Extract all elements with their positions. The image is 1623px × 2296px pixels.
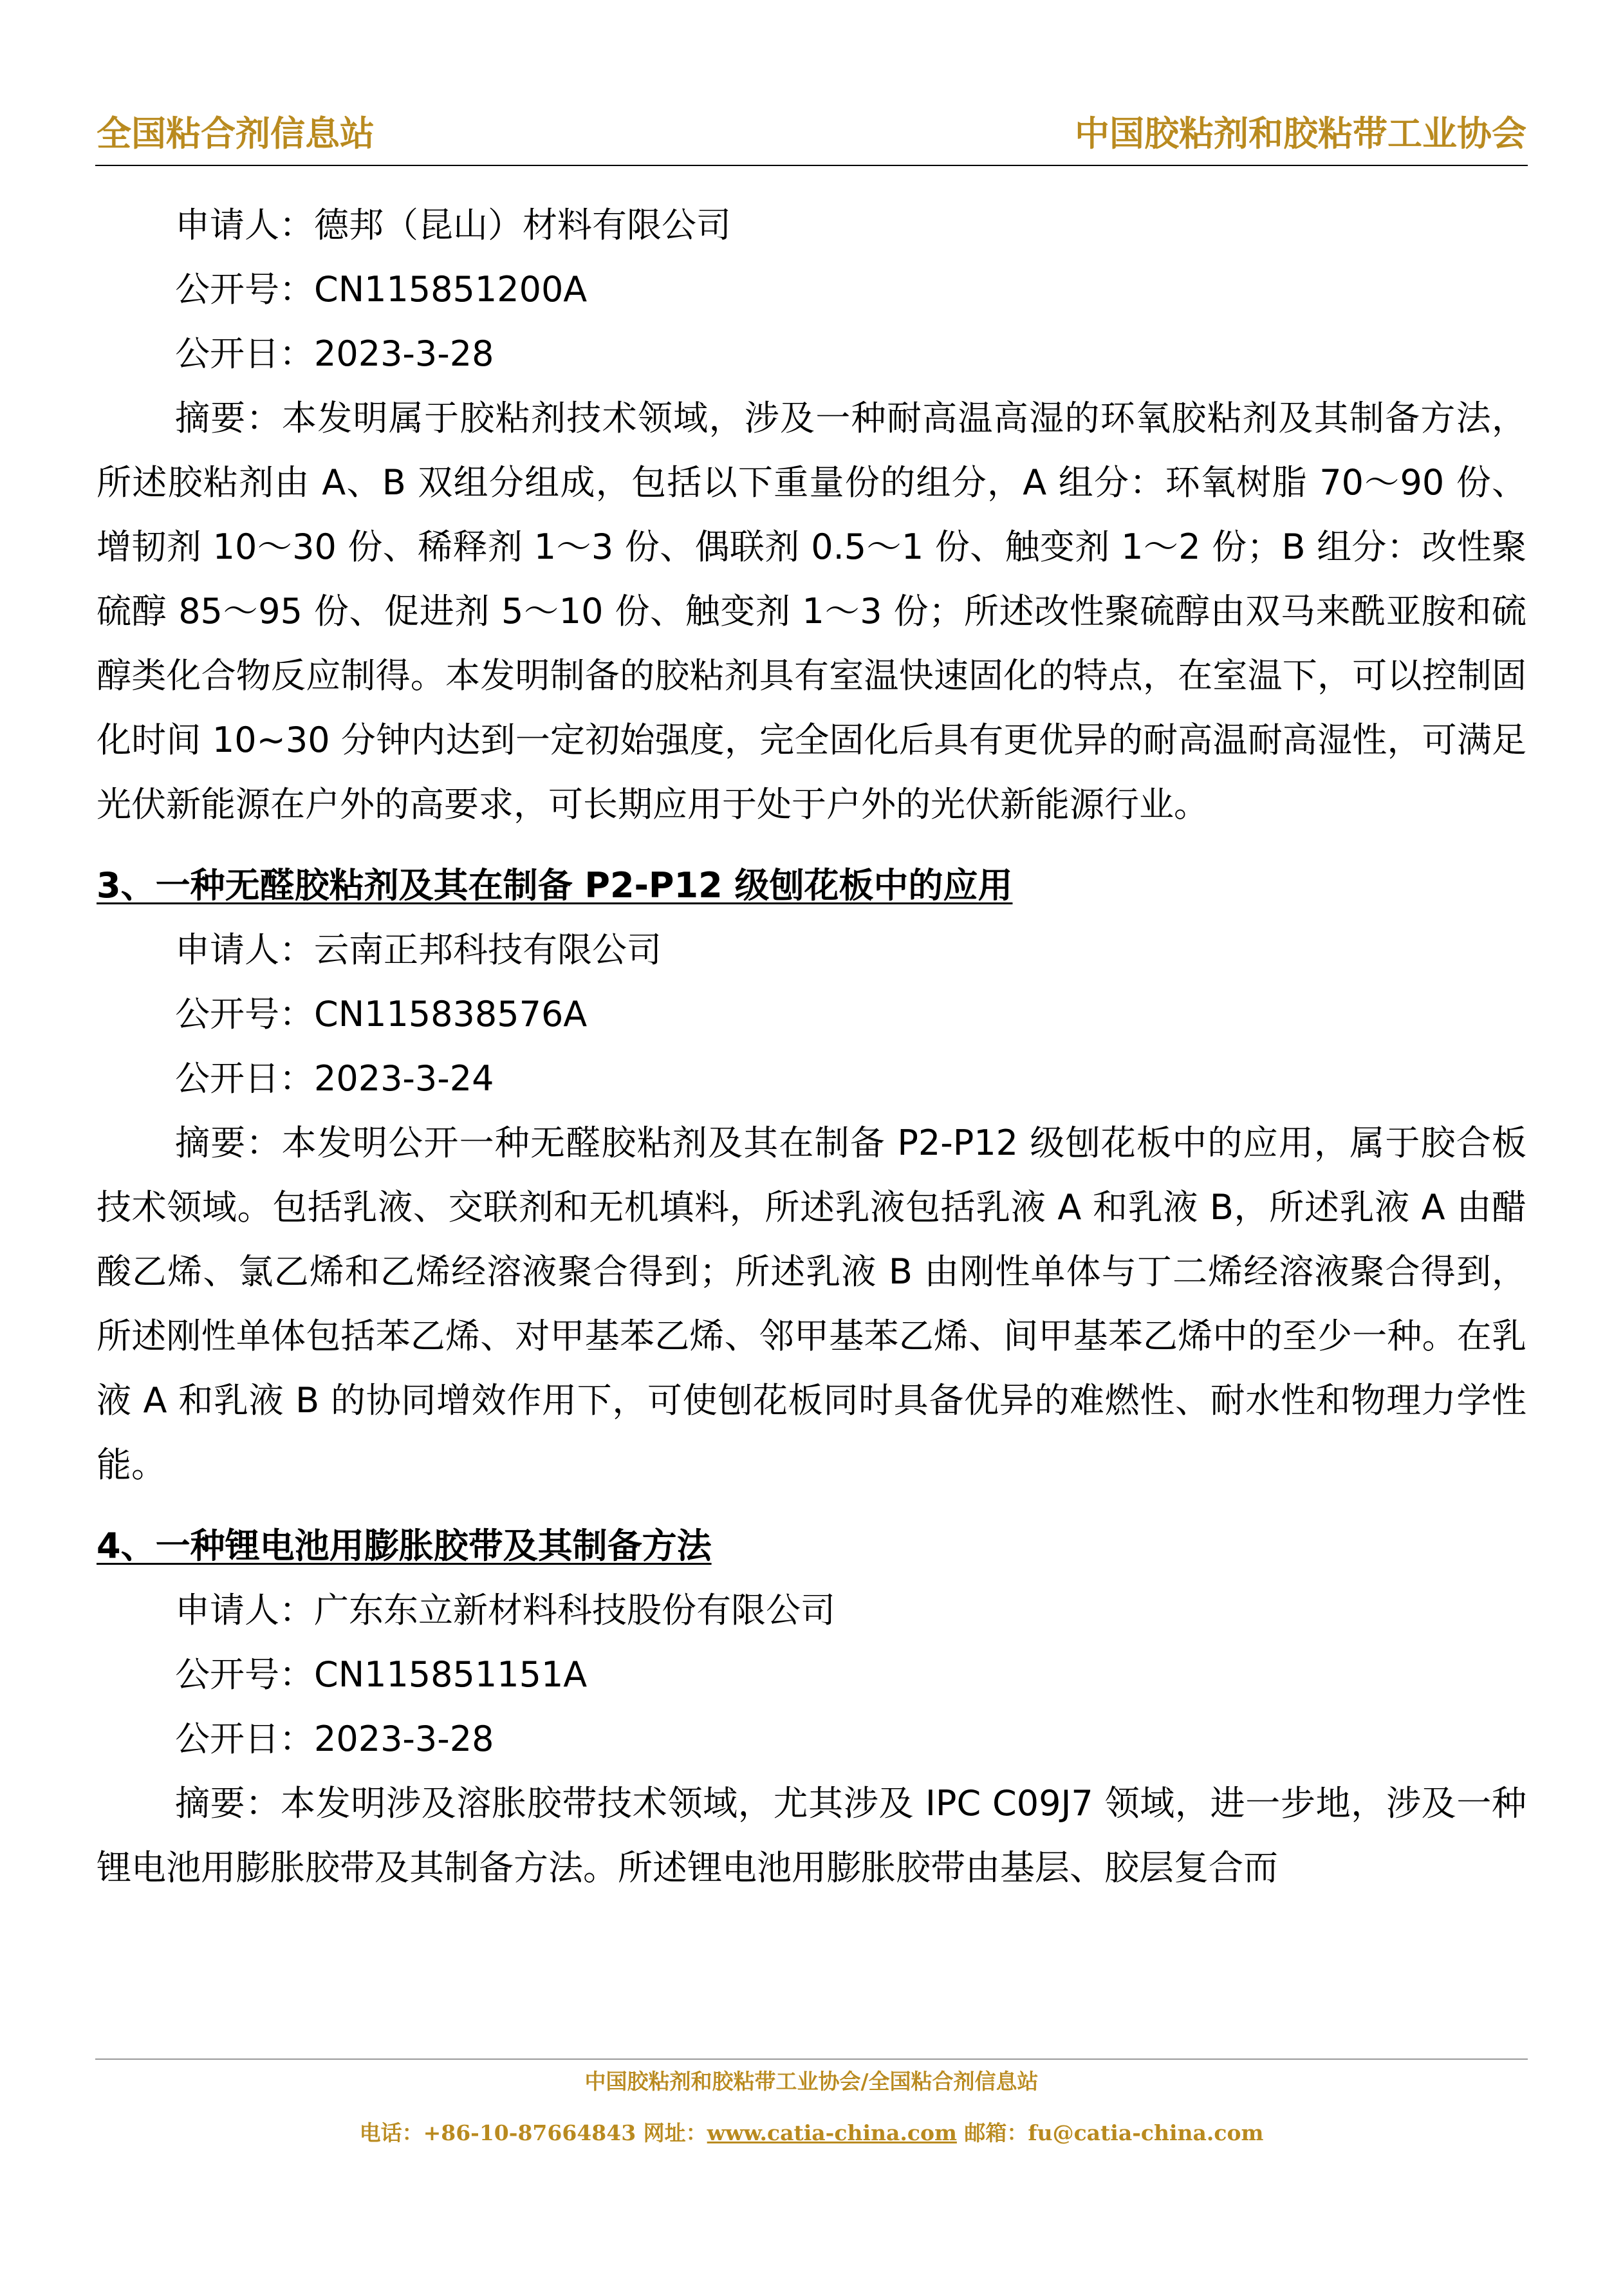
footer-email: 邮箱：fu@catia-china.com [956,2120,1264,2145]
publication-number: 公开号：CN115851151A [175,1654,588,1695]
header-site-name: 全国粘合剂信息站 [97,113,375,154]
section-title-text: 4、一种锂电池用膨胀胶带及其制备方法 [97,1526,712,1566]
publication-date: 公开日：2023-3-24 [175,1058,494,1099]
applicant: 申请人：德邦（昆山）材料有限公司 [175,205,731,245]
publication-number: 公开号：CN115838576A [175,994,588,1034]
document-body [97,193,1526,1900]
section-title [97,1514,1526,1578]
publication-date: 公开日：2023-3-28 [175,333,494,374]
publication-date: 公开日：2023-3-28 [175,1719,494,1759]
abstract: 摘要：本发明涉及溶胀胶带技术领域，尤其涉及 IPC C09J7 领域，进一步地，涉及一种锂电池用膨胀胶带及其制备方法。所述锂电池用膨胀胶带由基层、胶层复合而 [97,1783,1526,1888]
patent-entry-4 [97,1514,1526,1900]
abstract: 摘要：本发明公开一种无醛胶粘剂及其在制备 P2-P12 级刨花板中的应用，属于胶合板技术领域。包括乳液、交联剂和无机填料，所述乳液包括乳液 A 和乳液 B，所述乳液 A 由醋酸乙烯、氯乙烯和乙烯经溶液聚合得到；所述乳液 B 由刚性单体与丁二烯经溶液聚合得到，所述刚性单体包括苯乙烯、对甲基苯乙烯、邻甲基苯乙烯、间甲基苯乙烯中的至少一种。在乳液 A 和乳液 B 的协同增效作用下，可使刨花板同时具备优异的难燃性、耐水性和物理力学性能。 [97,1123,1526,1485]
footer-website-link[interactable]: www.catia-china.com [707,2120,957,2145]
applicant: 申请人：云南正邦科技有限公司 [175,929,662,970]
patent-entry-prev [97,193,1526,837]
footer-contact [0,2122,1623,2143]
section-title [97,854,1526,918]
footer-phone: 电话：+86-10-87664843 网址： [359,2120,707,2145]
footer-divider [95,2058,1528,2060]
abstract: 摘要：本发明属于胶粘剂技术领域，涉及一种耐高温高湿的环氧胶粘剂及其制备方法，所述胶粘剂由 A、B 双组分组成，包括以下重量份的组分，A 组分：环氧树脂 70～90 份、增韧剂 10～30 份、稀释剂 1～3 份、偶联剂 0.5～1 份、触变剂 1～2 份；B 组分：改性聚硫醇 85～95 份、促进剂 5～10 份、触变剂 1～3 份；所述改性聚硫醇由双马来酰亚胺和硫醇类化合物反应制得。本发明制备的胶粘剂具有室温快速固化的特点，在室温下，可以控制固化时间 10~30 分钟内达到一定初始强度，完全固化后具有更优异的耐高温耐高湿性，可满足光伏新能源在户外的高要求，可长期应用于处于户外的光伏新能源行业。 [97,398,1526,825]
publication-number: 公开号：CN115851200A [175,269,588,310]
footer-organization: 中国胶粘剂和胶粘带工业协会/全国粘合剂信息站 [584,2069,1039,2094]
applicant: 申请人：广东东立新材料科技股份有限公司 [175,1590,835,1630]
header-divider [95,165,1528,166]
header-association-name: 中国胶粘剂和胶粘带工业协会 [1075,113,1526,154]
patent-entry-3 [97,854,1526,1497]
section-title-text: 3、一种无醛胶粘剂及其在制备 P2-P12 级刨花板中的应用 [97,865,1013,906]
